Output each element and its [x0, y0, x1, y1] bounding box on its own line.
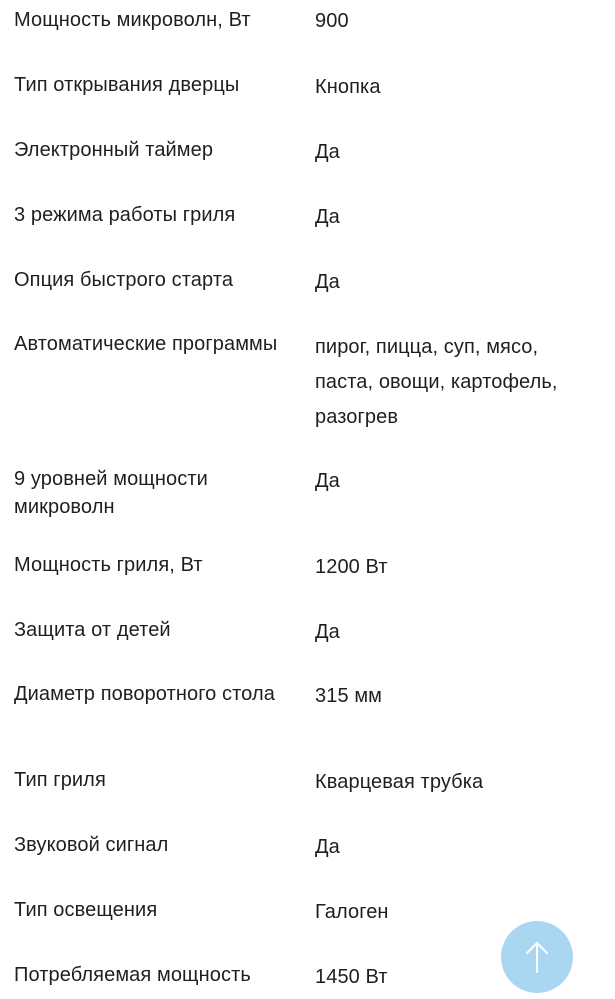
spec-label: Тип открывания дверцы: [14, 74, 240, 96]
scroll-to-top-button[interactable]: [501, 921, 573, 993]
spec-label: 9 уровней мощности микроволн: [14, 468, 208, 518]
spec-label: Мощность микроволн, Вт: [14, 9, 251, 31]
spec-value: Галоген: [315, 901, 389, 923]
spec-label: Диаметр поворотного стола: [14, 683, 275, 705]
spec-value: Да: [315, 470, 340, 492]
spec-value: Да: [315, 141, 340, 163]
spec-label: Защита от детей: [14, 619, 171, 641]
spec-value: Да: [315, 621, 340, 643]
spec-label: Потребляемая мощность: [14, 964, 251, 986]
spec-value: 315 мм: [315, 685, 383, 707]
spec-label: Автоматические программы: [14, 333, 278, 355]
spec-value: Да: [315, 271, 340, 293]
spec-value: Да: [315, 206, 340, 228]
spec-value: 900: [315, 10, 349, 32]
spec-value: Кварцевая трубка: [315, 771, 484, 793]
spec-value: 1450 Вт: [315, 966, 388, 988]
spec-label: Тип освещения: [14, 899, 158, 921]
spec-label: Тип гриля: [14, 769, 106, 791]
spec-value: 1200 Вт: [315, 556, 388, 578]
spec-label: Звуковой сигнал: [14, 834, 169, 856]
spec-label: 3 режима работы гриля: [14, 204, 236, 226]
spec-value: Кнопка: [315, 76, 381, 98]
arrow-up-icon: [523, 940, 551, 974]
spec-value: пирог, пицца, суп, мясо, паста, овощи, картофель, разогрев: [315, 336, 558, 428]
spec-label: Опция быстрого старта: [14, 269, 234, 291]
spec-label: Мощность гриля, Вт: [14, 554, 203, 576]
spec-label: Электронный таймер: [14, 139, 214, 161]
spec-value: Да: [315, 836, 340, 858]
